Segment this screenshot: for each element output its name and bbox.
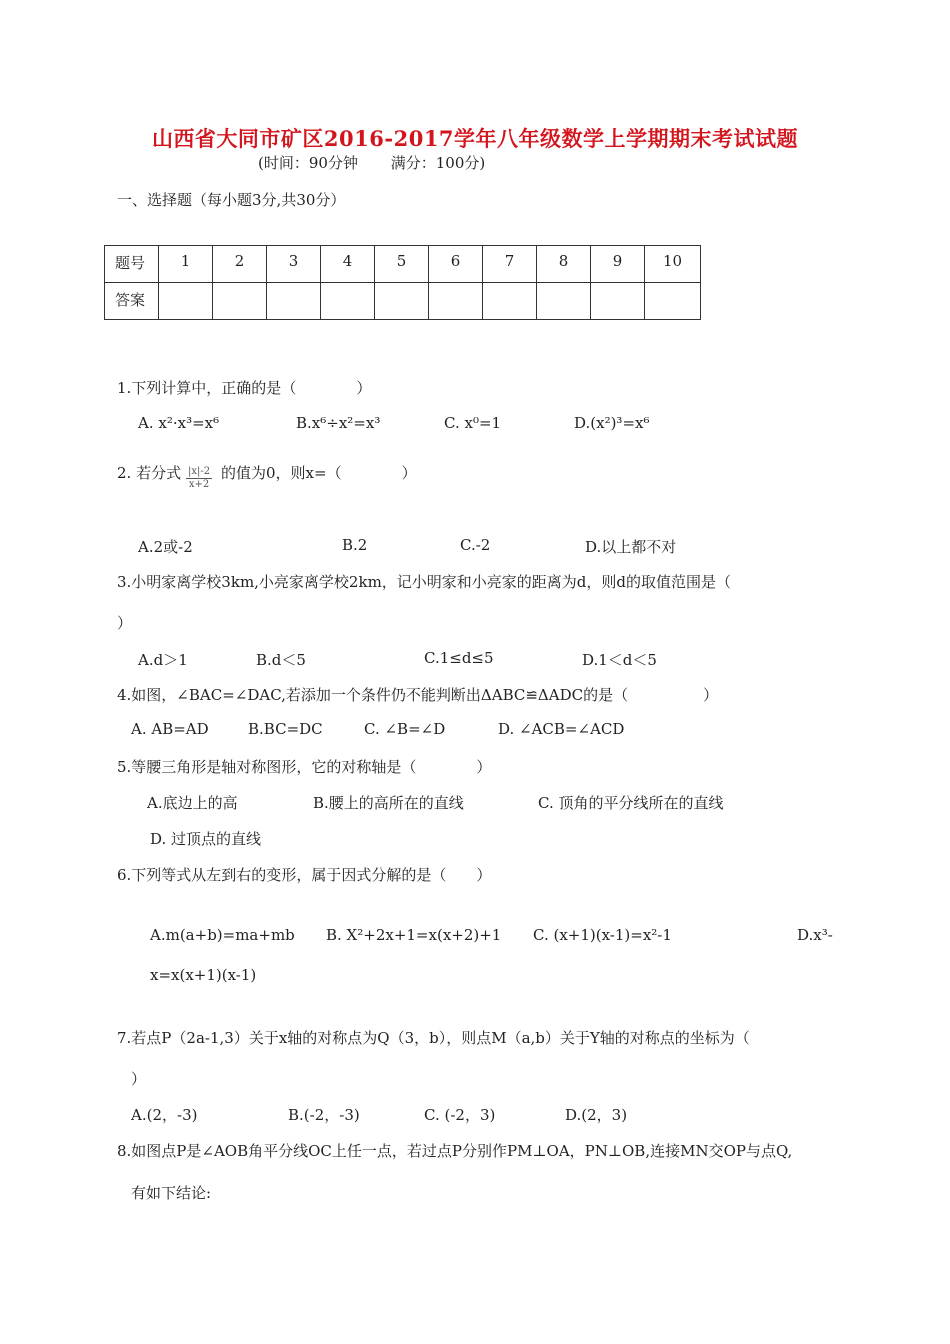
question-1-option-a: A. x²·x³=x⁶: [138, 414, 220, 432]
table-cell-number: 4: [321, 246, 375, 283]
table-row: [105, 283, 701, 320]
question-6-stem: 6.下列等式从左到右的变形，属于因式分解的是（ ）: [117, 866, 492, 884]
question-5-option-a: A.底边上的高: [147, 794, 238, 812]
question-4-option-c: C. ∠B=∠D: [364, 720, 446, 738]
question-7-option-c: C. (-2，3): [424, 1106, 496, 1124]
question-6-option-c: C. (x+1)(x-1)=x²-1: [533, 926, 672, 944]
exam-info: [258, 152, 513, 173]
table-cell-label: 题号: [105, 246, 159, 283]
question-2-option-b: B.2: [342, 536, 368, 554]
table-cell-number: 5: [375, 246, 429, 283]
answer-cell[interactable]: [483, 283, 537, 320]
question-8-stem-end: 有如下结论:: [131, 1184, 212, 1202]
answer-cell[interactable]: [375, 283, 429, 320]
page-title: 山西省大同市矿区2016-2017学年八年级数学上学期期末考试试题: [151, 126, 799, 151]
answer-cell[interactable]: [213, 283, 267, 320]
question-6-option-a: A.m(a+b)=ma+mb: [150, 926, 295, 944]
question-3-option-d: D.1＜d＜5: [582, 651, 657, 669]
answer-cell[interactable]: [267, 283, 321, 320]
question-2-stem-pre: 2. 若分式: [117, 464, 182, 482]
exam-score: 满分：100分): [390, 154, 486, 172]
table-cell-number: 2: [213, 246, 267, 283]
table-cell-number: 3: [267, 246, 321, 283]
table-cell-number: 6: [429, 246, 483, 283]
table-cell-number: 8: [537, 246, 591, 283]
section-heading: 一、选择题（每小题3分,共30分）: [117, 191, 346, 209]
question-4-option-a: A. AB=AD: [131, 720, 209, 738]
question-7-option-d: D.(2，3): [565, 1106, 628, 1124]
fraction-numerator: |x|-2: [188, 466, 211, 477]
question-7-option-a: A.(2，-3): [131, 1106, 198, 1124]
question-3-option-c: C.1≤d≤5: [424, 649, 494, 667]
table-cell-number: 7: [483, 246, 537, 283]
question-5-option-c: C. 顶角的平分线所在的直线: [538, 794, 724, 812]
question-7-option-b: B.(-2，-3): [288, 1106, 360, 1124]
table-cell-number: 10: [645, 246, 701, 283]
question-8-stem: 8.如图点P是∠AOB角平分线OC上任一点，若过点P分别作PM⊥OA，PN⊥OB,连接MN交OP与点Q,: [117, 1142, 793, 1160]
question-5-stem: 5.等腰三角形是轴对称图形，它的对称轴是（ ）: [117, 758, 492, 776]
answer-cell[interactable]: [537, 283, 591, 320]
question-1-option-b: B.x⁶÷x²=x³: [296, 414, 381, 432]
question-1-option-d: D.(x²)³=x⁶: [574, 414, 650, 432]
question-5-option-b: B.腰上的高所在的直线: [313, 794, 464, 812]
question-4-option-d: D. ∠ACB=∠ACD: [498, 720, 625, 738]
answer-cell[interactable]: [321, 283, 375, 320]
table-row: [105, 246, 701, 283]
question-4-stem: 4.如图，∠BAC=∠DAC,若添加一个条件仍不能判断出ΔABC≌ΔADC的是（ ）: [117, 686, 719, 704]
question-3-stem: 3.小明家离学校3km,小亮家离学校2km，记小明家和小亮家的距离为d，则d的取值范围是（: [117, 573, 732, 591]
question-2-stem-post: 的值为0，则x=（ ）: [221, 464, 417, 482]
question-6-option-d-cont: x=x(x+1)(x-1): [150, 966, 257, 984]
answer-cell[interactable]: [429, 283, 483, 320]
answer-cell[interactable]: [159, 283, 213, 320]
question-6-option-d: D.x³-: [797, 926, 833, 944]
answer-cell[interactable]: [645, 283, 701, 320]
question-2-option-d: D.以上都不对: [585, 538, 677, 556]
question-7-stem-end: ）: [131, 1070, 147, 1088]
exam-time: (时间：90分钟: [258, 154, 358, 172]
question-3-option-b: B.d＜5: [256, 651, 306, 669]
question-2-fraction: [186, 466, 212, 491]
question-1-option-c: C. x⁰=1: [444, 414, 502, 432]
question-7-stem: 7.若点P（2a-1,3）关于x轴的对称点为Q（3，b），则点M（a,b）关于Y轴的对称点的坐标为（: [117, 1029, 750, 1047]
answer-table: [104, 245, 701, 320]
question-6-option-b: B. X²+2x+1=x(x+2)+1: [326, 926, 502, 944]
question-3-stem-end: ）: [117, 614, 133, 632]
question-3-option-a: A.d＞1: [138, 651, 188, 669]
answer-cell[interactable]: [591, 283, 645, 320]
table-cell-label: 答案: [105, 283, 159, 320]
question-5-option-d: D. 过顶点的直线: [150, 830, 262, 848]
fraction-denominator: x+2: [188, 479, 210, 490]
question-2-option-a: A.2或-2: [138, 538, 193, 556]
table-cell-number: 1: [159, 246, 213, 283]
question-1-stem: 1.下列计算中，正确的是（ ）: [117, 379, 372, 397]
question-4-option-b: B.BC=DC: [248, 720, 323, 738]
question-2-option-c: C.-2: [460, 536, 491, 554]
table-cell-number: 9: [591, 246, 645, 283]
